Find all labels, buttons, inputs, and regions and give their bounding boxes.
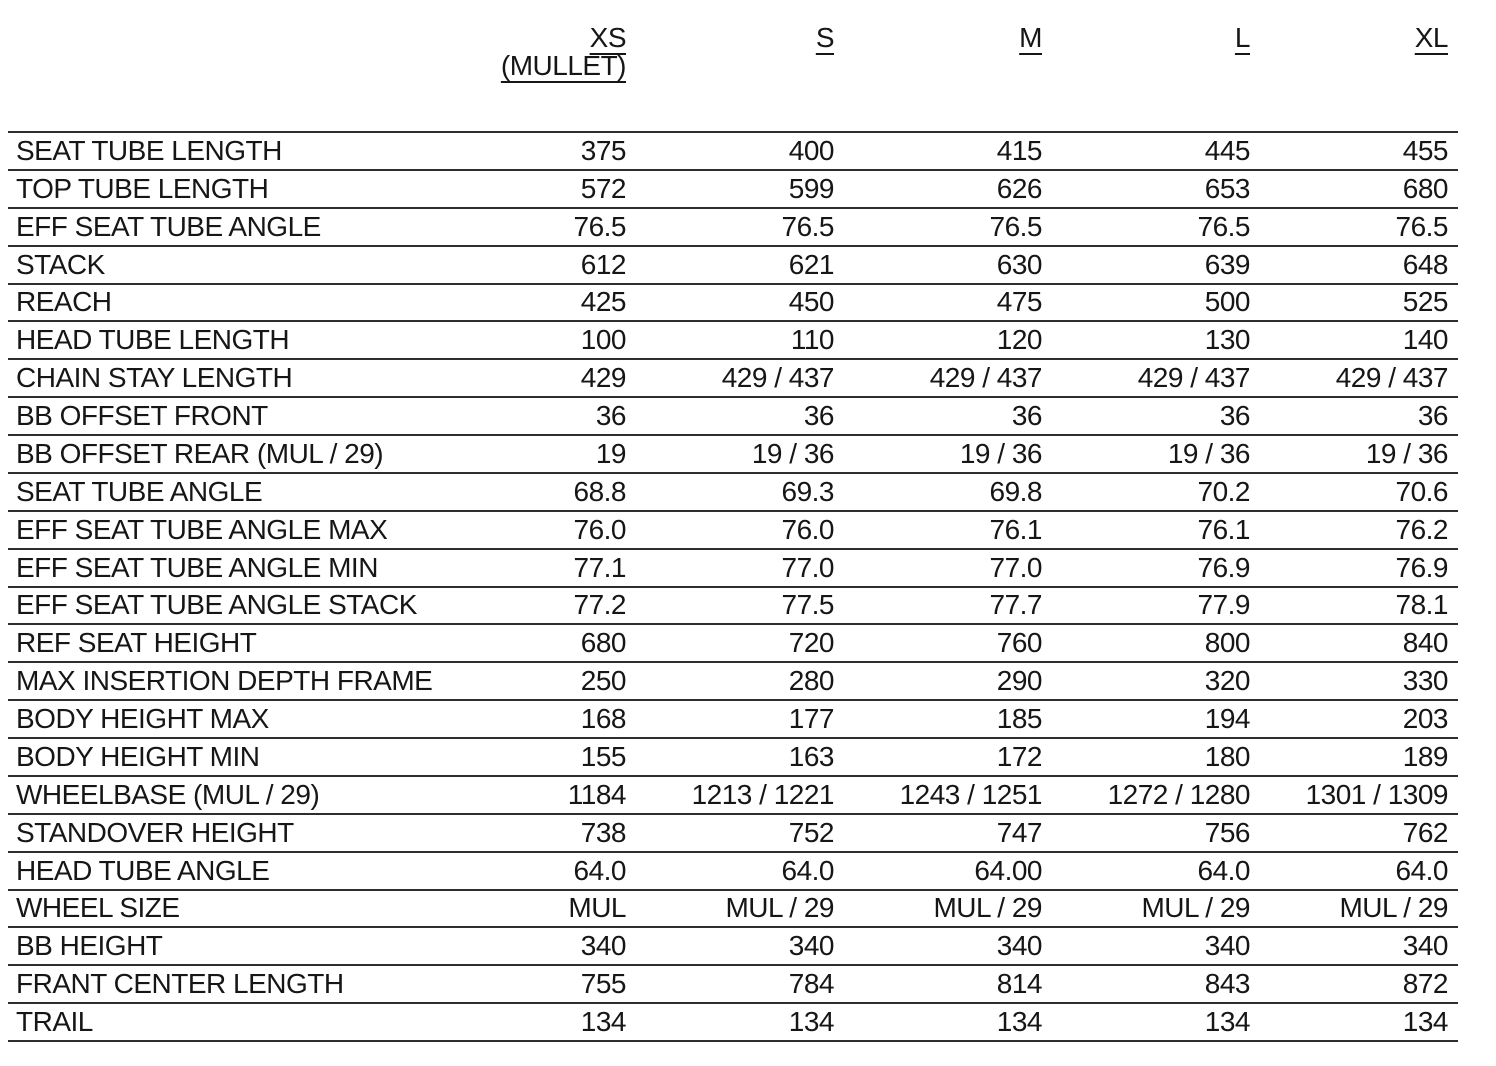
value-cell: 168	[580, 703, 626, 735]
row-label: BODY HEIGHT MAX	[16, 703, 269, 735]
value-cell: 77.2	[573, 589, 626, 621]
value-cell: 134	[1402, 1006, 1448, 1038]
table-row	[8, 586, 1458, 624]
table-row	[8, 1002, 1458, 1040]
table-row	[8, 131, 1458, 169]
row-label: WHEEL SIZE	[16, 892, 180, 924]
value-cell: 134	[580, 1006, 626, 1038]
value-cell: 77.5	[781, 589, 834, 621]
value-cell: 70.6	[1395, 475, 1448, 507]
value-cell: 525	[1402, 286, 1448, 318]
column-header-xs[interactable]	[418, 24, 626, 80]
value-cell: 36	[595, 400, 626, 432]
value-cell: 172	[996, 740, 1042, 772]
value-cell: 77.1	[573, 551, 626, 583]
value-cell: 77.0	[989, 551, 1042, 583]
row-label: EFF SEAT TUBE ANGLE MAX	[16, 513, 388, 545]
value-cell: 445	[1204, 134, 1250, 166]
column-header-label[interactable]: L	[1234, 22, 1250, 53]
value-cell: 760	[996, 627, 1042, 659]
value-cell: 762	[1402, 816, 1448, 848]
value-cell: 475	[996, 286, 1042, 318]
table-row	[8, 169, 1458, 207]
geometry-table	[8, 131, 1458, 1042]
value-cell: 163	[788, 740, 834, 772]
value-cell: 36	[1219, 400, 1250, 432]
column-header-label[interactable]: M	[1019, 22, 1042, 53]
value-cell: 19 / 36	[1167, 437, 1250, 469]
table-row	[8, 283, 1458, 321]
table-row	[8, 207, 1458, 245]
table-row	[8, 775, 1458, 813]
row-label: STANDOVER HEIGHT	[16, 816, 294, 848]
table-row	[8, 661, 1458, 699]
table-row	[8, 813, 1458, 851]
value-cell: 320	[1204, 665, 1250, 697]
value-cell: 64.00	[974, 854, 1042, 886]
value-cell: 1272 / 1280	[1107, 778, 1250, 810]
row-label: MAX INSERTION DEPTH FRAME	[16, 665, 433, 697]
value-cell: 843	[1204, 968, 1250, 1000]
value-cell: 76.5	[781, 210, 834, 242]
value-cell: 189	[1402, 740, 1448, 772]
value-cell: 340	[788, 930, 834, 962]
table-row	[8, 510, 1458, 548]
value-cell: MUL	[568, 892, 626, 924]
size-header-row	[8, 24, 1458, 80]
table-row	[8, 623, 1458, 661]
value-cell: 185	[996, 703, 1042, 735]
value-cell: 134	[1204, 1006, 1250, 1038]
value-cell: 429 / 437	[1335, 362, 1448, 394]
value-cell: 680	[580, 627, 626, 659]
row-label: BB OFFSET FRONT	[16, 400, 268, 432]
value-cell: 155	[580, 740, 626, 772]
value-cell: 120	[996, 324, 1042, 356]
value-cell: 64.0	[1395, 854, 1448, 886]
row-label: WHEELBASE (MUL / 29)	[16, 778, 320, 810]
row-label: SEAT TUBE LENGTH	[16, 134, 282, 166]
value-cell: 572	[580, 172, 626, 204]
value-cell: 100	[580, 324, 626, 356]
value-cell: 840	[1402, 627, 1448, 659]
value-cell: MUL / 29	[1339, 892, 1448, 924]
value-cell: 36	[803, 400, 834, 432]
value-cell: 653	[1204, 172, 1250, 204]
value-cell: 76.1	[989, 513, 1042, 545]
value-cell: 1213 / 1221	[691, 778, 834, 810]
value-cell: 455	[1402, 134, 1448, 166]
value-cell: 425	[580, 286, 626, 318]
value-cell: 784	[788, 968, 834, 1000]
value-cell: 36	[1417, 400, 1448, 432]
value-cell: 76.0	[781, 513, 834, 545]
row-label: HEAD TUBE ANGLE	[16, 854, 270, 886]
value-cell: 612	[580, 248, 626, 280]
value-cell: 720	[788, 627, 834, 659]
value-cell: 626	[996, 172, 1042, 204]
value-cell: MUL / 29	[725, 892, 834, 924]
table-row	[8, 737, 1458, 775]
value-cell: 630	[996, 248, 1042, 280]
row-label: TRAIL	[16, 1006, 93, 1038]
value-cell: 76.1	[1197, 513, 1250, 545]
row-label: TOP TUBE LENGTH	[16, 172, 269, 204]
row-label: EFF SEAT TUBE ANGLE MIN	[16, 551, 378, 583]
value-cell: 756	[1204, 816, 1250, 848]
row-label: BODY HEIGHT MIN	[16, 740, 260, 772]
value-cell: 1301 / 1309	[1305, 778, 1448, 810]
value-cell: 680	[1402, 172, 1448, 204]
value-cell: 130	[1204, 324, 1250, 356]
table-row	[8, 851, 1458, 889]
column-header-xl[interactable]	[1250, 24, 1458, 80]
value-cell: 429 / 437	[721, 362, 834, 394]
header-spacer	[8, 24, 418, 80]
value-cell: 77.0	[781, 551, 834, 583]
value-cell: 203	[1402, 703, 1448, 735]
value-cell: 76.5	[989, 210, 1042, 242]
value-cell: 375	[580, 134, 626, 166]
row-label: REACH	[16, 286, 112, 318]
value-cell: 340	[580, 930, 626, 962]
value-cell: 814	[996, 968, 1042, 1000]
table-row	[8, 889, 1458, 927]
value-cell: 78.1	[1395, 589, 1448, 621]
row-label: HEAD TUBE LENGTH	[16, 324, 290, 356]
value-cell: 77.9	[1197, 589, 1250, 621]
value-cell: 415	[996, 134, 1042, 166]
value-cell: 755	[580, 968, 626, 1000]
value-cell: 330	[1402, 665, 1448, 697]
value-cell: 500	[1204, 286, 1250, 318]
table-row	[8, 396, 1458, 434]
value-cell: 76.5	[1197, 210, 1250, 242]
value-cell: MUL / 29	[1141, 892, 1250, 924]
value-cell: 70.2	[1197, 475, 1250, 507]
row-label: REF SEAT HEIGHT	[16, 627, 257, 659]
value-cell: 36	[1011, 400, 1042, 432]
value-cell: 400	[788, 134, 834, 166]
value-cell: 110	[790, 324, 834, 356]
value-cell: 621	[788, 248, 834, 280]
column-header-label[interactable]: XS	[589, 22, 626, 53]
value-cell: 180	[1204, 740, 1250, 772]
value-cell: 599	[788, 172, 834, 204]
value-cell: 450	[788, 286, 834, 318]
table-row	[8, 926, 1458, 964]
value-cell: 76.9	[1395, 551, 1448, 583]
column-header-label[interactable]: XL	[1414, 22, 1448, 53]
table-row	[8, 699, 1458, 737]
value-cell: 69.8	[989, 475, 1042, 507]
value-cell: MUL / 29	[933, 892, 1042, 924]
value-cell: 1184	[567, 778, 626, 810]
value-cell: 64.0	[781, 854, 834, 886]
value-cell: 340	[1402, 930, 1448, 962]
value-cell: 64.0	[1197, 854, 1250, 886]
value-cell: 68.8	[573, 475, 626, 507]
value-cell: 19 / 36	[1365, 437, 1448, 469]
value-cell: 19	[595, 437, 626, 469]
column-header-sublabel[interactable]: (MULLET)	[500, 50, 626, 81]
row-label: FRANT CENTER LENGTH	[16, 968, 344, 1000]
value-cell: 1243 / 1251	[899, 778, 1042, 810]
table-row	[8, 472, 1458, 510]
column-header-label[interactable]: S	[815, 22, 834, 53]
value-cell: 752	[788, 816, 834, 848]
row-label: SEAT TUBE ANGLE	[16, 475, 263, 507]
value-cell: 19 / 36	[751, 437, 834, 469]
value-cell: 77.7	[989, 589, 1042, 621]
value-cell: 290	[996, 665, 1042, 697]
value-cell: 64.0	[573, 854, 626, 886]
value-cell: 429	[580, 362, 626, 394]
table-row	[8, 434, 1458, 472]
row-label: EFF SEAT TUBE ANGLE STACK	[16, 589, 417, 621]
table-row	[8, 320, 1458, 358]
value-cell: 429 / 437	[929, 362, 1042, 394]
row-label: EFF SEAT TUBE ANGLE	[16, 210, 321, 242]
value-cell: 747	[996, 816, 1042, 848]
value-cell: 872	[1402, 968, 1448, 1000]
value-cell: 76.2	[1395, 513, 1448, 545]
value-cell: 69.3	[781, 475, 834, 507]
value-cell: 738	[580, 816, 626, 848]
row-label: BB HEIGHT	[16, 930, 163, 962]
value-cell: 340	[1204, 930, 1250, 962]
value-cell: 177	[788, 703, 834, 735]
row-label: CHAIN STAY LENGTH	[16, 362, 293, 394]
value-cell: 134	[996, 1006, 1042, 1038]
value-cell: 639	[1204, 248, 1250, 280]
value-cell: 194	[1204, 703, 1250, 735]
value-cell: 140	[1402, 324, 1448, 356]
column-header-m[interactable]	[834, 24, 1042, 80]
table-row	[8, 358, 1458, 396]
value-cell: 340	[996, 930, 1042, 962]
value-cell: 800	[1204, 627, 1250, 659]
value-cell: 648	[1402, 248, 1448, 280]
value-cell: 76.9	[1197, 551, 1250, 583]
value-cell: 134	[788, 1006, 834, 1038]
value-cell: 280	[788, 665, 834, 697]
table-row	[8, 245, 1458, 283]
value-cell: 76.0	[573, 513, 626, 545]
value-cell: 250	[580, 665, 626, 697]
value-cell: 19 / 36	[959, 437, 1042, 469]
row-label: BB OFFSET REAR (MUL / 29)	[16, 437, 384, 469]
value-cell: 429 / 437	[1137, 362, 1250, 394]
column-header-s[interactable]	[626, 24, 834, 80]
table-row	[8, 964, 1458, 1002]
row-label: STACK	[16, 248, 105, 280]
value-cell: 76.5	[573, 210, 626, 242]
column-header-l[interactable]	[1042, 24, 1250, 80]
table-row	[8, 548, 1458, 586]
value-cell: 76.5	[1395, 210, 1448, 242]
